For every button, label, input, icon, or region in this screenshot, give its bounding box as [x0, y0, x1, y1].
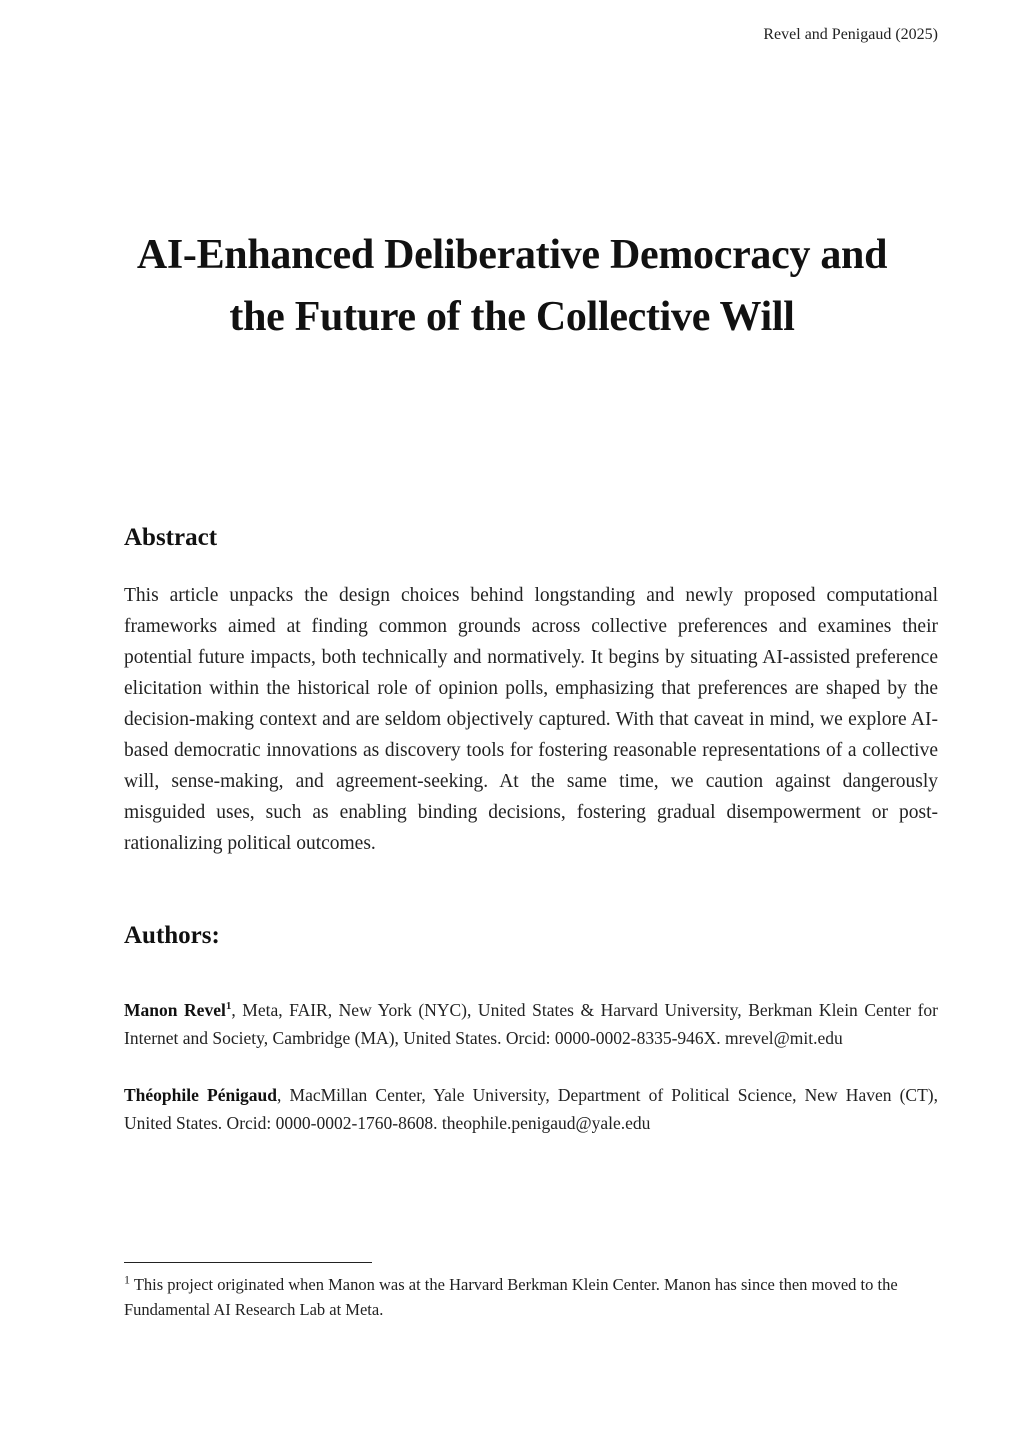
footnote-marker[interactable]: 1 [225, 1000, 232, 1013]
footnote-text: This project originated when Manon was at the Harvard Berkman Klein Center. Manon has since then moved to the Fundamental AI Research Lab at Meta. [124, 1275, 898, 1319]
author-affiliation: , MacMillan Center, Yale University, Department of Political Science, New Haven (CT), United States. Orcid: 0000-0002-1760-8608. theophile.penigaud@yale.edu [124, 1085, 938, 1133]
author-name: Théophile Pénigaud [124, 1085, 278, 1105]
abstract-heading: Abstract [124, 524, 218, 551]
running-header: Revel and Penigaud (2025) [763, 26, 938, 43]
author-entry [124, 1081, 938, 1137]
author-entry [124, 996, 938, 1052]
author-name: Manon Revel [124, 1000, 226, 1020]
authors-heading: Authors: [124, 922, 220, 949]
author-affiliation: , Meta, FAIR, New York (NYC), United States & Harvard University, Berkman Klein Center for Internet and Society, Cambridge (MA), United States. Orcid: 0000-0002-8335-946X. mrevel@mit.edu [124, 1000, 938, 1048]
footnote [124, 1272, 938, 1322]
footnote-number: 1 [124, 1272, 130, 1287]
title-line-1: AI-Enhanced Deliberative Democracy and [136, 232, 888, 278]
abstract-body: This article unpacks the design choices behind longstanding and newly proposed computational frameworks aimed at finding common grounds across collective preferences and examines their potential future impacts, both technically and normatively. It begins by situating AI-assisted preference elicitation within the historical role of opinion polls, emphasizing that preferences are shaped by the decision-making context and are seldom objectively captured. With that caveat in mind, we explore AI-based democratic innovations as discovery tools for fostering reasonable representations of a collective will, sense-making, and agreement-seeking. At the same time, we caution against dangerously misguided uses, such as enabling binding decisions, fostering gradual disempowerment or post-rationalizing political outcomes. [124, 585, 938, 854]
title-line-2: the Future of the Collective Will [229, 294, 795, 340]
footnote-divider [124, 1262, 372, 1263]
paper-title [0, 224, 1024, 348]
